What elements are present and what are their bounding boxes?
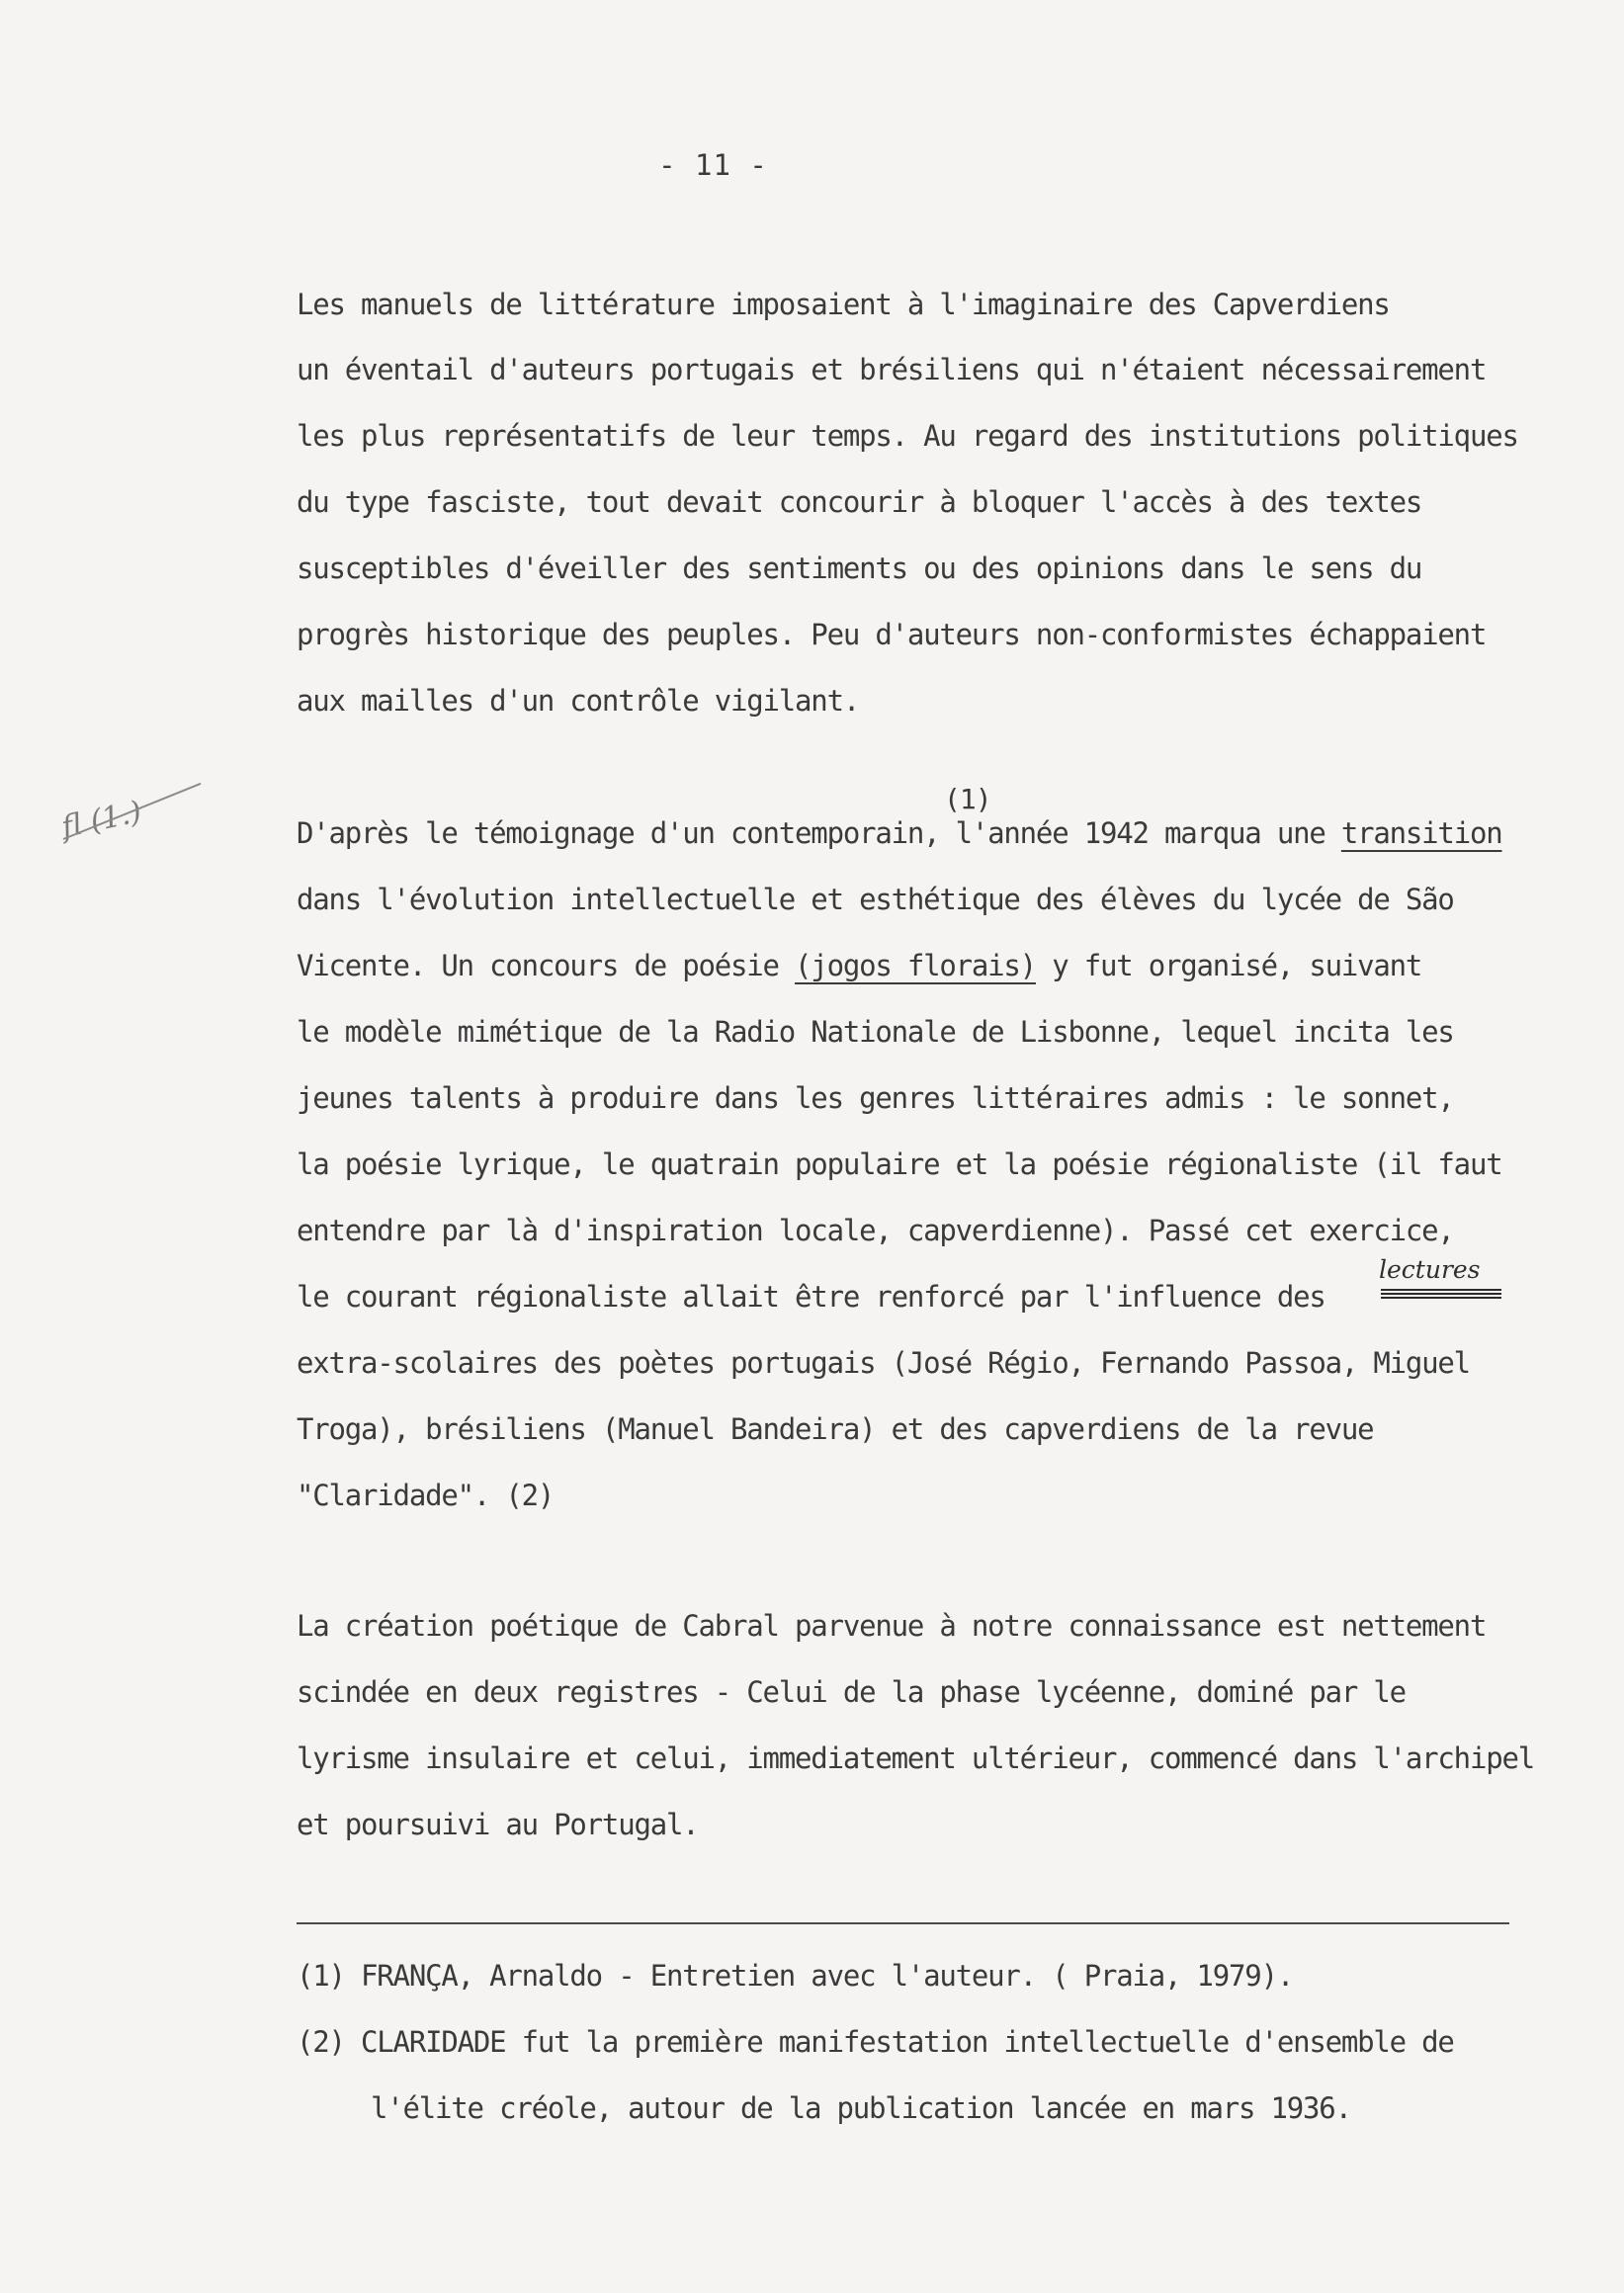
paragraph-3-line-1: La création poétique de Cabral parvenue à notre connaissance est nettement	[297, 1609, 1487, 1643]
paragraph-3-line-4: et poursuivi au Portugal.	[297, 1808, 699, 1841]
underlined-transition: transition	[1340, 816, 1502, 850]
paragraph-2-line-3	[297, 948, 1421, 983]
paragraph-2-line-10: Troga), brésiliens (Manuel Bandeira) et des capverdiens de la revue	[297, 1412, 1374, 1446]
paragraph-1-line-7: aux mailles d'un contrôle vigilant.	[297, 684, 860, 718]
paragraph-1-line-1: Les manuels de littérature imposaient à l'imaginaire des Capverdiens	[297, 288, 1390, 321]
margin-handwritten-note: fl (1.)	[58, 794, 145, 846]
paragraph-2-line-3-start: Vicente. Un concours de poésie	[297, 949, 796, 982]
footnote-2-line-2: l'élite créole, autour de la publication lancée en mars 1936.	[371, 2091, 1351, 2125]
paragraph-2-line-4: le modèle mimétique de la Radio Nationale de Lisbonne, lequel incita les	[297, 1015, 1454, 1049]
paragraph-2-line-2: dans l'évolution intellectuelle et esthétique des élèves du lycée de São	[297, 883, 1454, 916]
paragraph-2-line-1-text: D'après le témoignage d'un contemporain, l'année 1942 marqua une	[297, 816, 1341, 850]
struck-out-word	[1381, 1287, 1501, 1299]
paragraph-1-line-3: les plus représentatifs de leur temps. Au regard des institutions politiques	[297, 419, 1518, 453]
footnote-1: (1) FRANÇA, Arnaldo - Entretien avec l'auteur. ( Praia, 1979).	[297, 1959, 1294, 1993]
paragraph-2-line-7: entendre par là d'inspiration locale, capverdienne). Passé cet exercice,	[297, 1214, 1454, 1247]
paragraph-2-line-5: jeunes talents à produire dans les genres littéraires admis : le sonnet,	[297, 1081, 1454, 1115]
paragraph-1-line-4: du type fasciste, tout devait concourir à bloquer l'accès à des textes	[297, 485, 1422, 519]
paragraph-3-line-2: scindée en deux registres - Celui de la phase lycéenne, dominé par le	[297, 1675, 1406, 1709]
paragraph-2-line-3-end: y fut organisé, suivant	[1035, 949, 1422, 982]
paragraph-2-line-11: "Claridade". (2)	[297, 1479, 555, 1512]
page-number: - 11 -	[658, 148, 768, 182]
paragraph-2-line-6: la poésie lyrique, le quatrain populaire et la poésie régionaliste (il faut	[297, 1147, 1502, 1181]
paragraph-1-line-5: susceptibles d'éveiller des sentiments ou des opinions dans le sens du	[297, 552, 1422, 585]
paragraph-1-line-6: progrès historique des peuples. Peu d'auteurs non-conformistes échappaient	[297, 618, 1487, 651]
paragraph-3-line-3: lyrisme insulaire et celui, immediatement ultérieur, commencé dans l'archipel	[297, 1741, 1534, 1775]
paragraph-2-line-8: le courant régionaliste allait être renforcé par l'influence des	[297, 1280, 1325, 1314]
footnote-2-line-1: (2) CLARIDADE fut la première manifestation intellectuelle d'ensemble de	[297, 2025, 1454, 2059]
handwritten-correction: lectures	[1379, 1255, 1481, 1284]
paragraph-2-line-9: extra-scolaires des poètes portugais (José Régio, Fernando Passoa, Miguel	[297, 1346, 1470, 1380]
paragraph-1-line-2: un éventail d'auteurs portugais et brésiliens qui n'étaient nécessairement	[297, 353, 1487, 386]
underlined-jogos-florais: (jogos florais)	[795, 949, 1036, 982]
paragraph-2-line-1	[297, 815, 1501, 851]
footnote-separator	[297, 1922, 1509, 1924]
footnote-reference-1: (1)	[944, 783, 991, 815]
